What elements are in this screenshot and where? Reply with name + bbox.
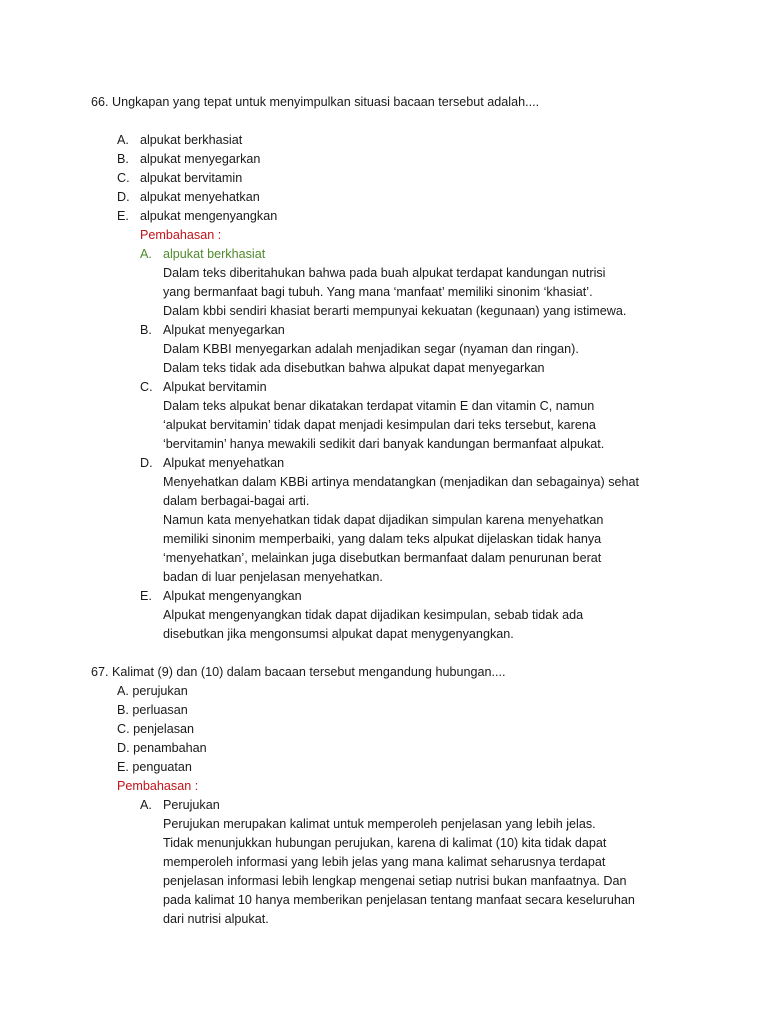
- q66-explanation-c-label: C.: [140, 380, 153, 394]
- q66-explanation-d-line: memiliki sinonim memperbaiki, yang dalam teks alpukat dijelaskan tidak hanya: [163, 532, 602, 546]
- q67-explanation-line: Perujukan merupakan kalimat untuk memperoleh penjelasan yang lebih jelas.: [163, 817, 596, 831]
- q66-option-c-text: alpukat bervitamin: [140, 171, 243, 185]
- q66-option-b-label: B.: [117, 152, 129, 166]
- q66-answer-title: alpukat berkhasiat: [163, 247, 266, 261]
- q67-explanation-line: dari nutrisi alpukat.: [163, 912, 269, 926]
- q67-explanation-line: penjelasan informasi lebih lengkap mengenai setiap nutrisi bukan manfaatnya. Dan: [163, 874, 627, 888]
- q66-option-e-text: alpukat mengenyangkan: [140, 209, 278, 223]
- q67-explanation-a-title: Perujukan: [163, 798, 220, 812]
- q66-answer-line: Dalam kbbi sendiri khasiat berarti mempunyai kekuatan (kegunaan) yang istimewa.: [163, 304, 627, 318]
- q66-answer-line: Dalam teks diberitahukan bahwa pada buah alpukat terdapat kandungan nutrisi: [163, 266, 606, 280]
- q66-explanation-c-line: ‘alpukat bervitamin’ tidak dapat menjadi kesimpulan dari teks tersebut, karena: [163, 418, 596, 432]
- q66-option-b-text: alpukat menyegarkan: [140, 152, 261, 166]
- q66-explanation-c-line: Dalam teks alpukat benar dikatakan terdapat vitamin E dan vitamin C, namun: [163, 399, 595, 413]
- q67-option-e: E. penguatan: [117, 760, 192, 774]
- q67-option-a: A. perujukan: [117, 684, 188, 698]
- q66-explanation-d-line: ‘menyehatkan’, melainkan juga disebutkan bermanfaat dalam penurunan berat: [163, 551, 602, 565]
- q66-explanation-b-line: Dalam teks tidak ada disebutkan bahwa alpukat dapat menyegarkan: [163, 361, 545, 375]
- q67-option-b: B. perluasan: [117, 703, 188, 717]
- q66-answer-label: A.: [140, 247, 152, 261]
- q66-option-e-label: E.: [117, 209, 129, 223]
- q66-option-a-label: A.: [117, 133, 129, 147]
- question-66: 66. Ungkapan yang tepat untuk menyimpulkan situasi bacaan tersebut adalah....: [91, 95, 540, 109]
- q66-explanation-c-line: ‘bervitamin’ hanya mewakili sedikit dari banyak kandungan bermanfaat alpukat.: [163, 437, 605, 451]
- q66-explanation-b-title: Alpukat menyegarkan: [163, 323, 285, 337]
- q66-explanation-d-line: Namun kata menyehatkan tidak dapat dijadikan simpulan karena menyehatkan: [163, 513, 604, 527]
- q66-explanation-d-line: dalam berbagai-bagai arti.: [163, 494, 310, 508]
- q66-pembahasan-heading: Pembahasan :: [140, 228, 222, 242]
- q67-explanation-a-label: A.: [140, 798, 152, 812]
- q66-explanation-b-label: B.: [140, 323, 152, 337]
- q66-explanation-b-line: Dalam KBBI menyegarkan adalah menjadikan segar (nyaman dan ringan).: [163, 342, 579, 356]
- question-67: 67. Kalimat (9) dan (10) dalam bacaan tersebut mengandung hubungan....: [91, 665, 506, 679]
- q66-option-d-label: D.: [117, 190, 130, 204]
- q66-explanation-d-line: Menyehatkan dalam KBBi artinya mendatangkan (menjadikan dan sebagainya) sehat: [163, 475, 640, 489]
- q66-answer-line: yang bermanfaat bagi tubuh. Yang mana ‘manfaat’ memiliki sinonim ‘khasiat’.: [163, 285, 593, 299]
- q66-explanation-e-label: E.: [140, 589, 152, 603]
- q66-option-c-label: C.: [117, 171, 130, 185]
- q66-explanation-e-line: Alpukat mengenyangkan tidak dapat dijadikan kesimpulan, sebab tidak ada: [163, 608, 584, 622]
- q66-explanation-e-line: disebutkan jika mengonsumsi alpukat dapat menygenyangkan.: [163, 627, 514, 641]
- q66-explanation-d-line: badan di luar penjelasan menyehatkan.: [163, 570, 383, 584]
- q66-explanation-d-label: D.: [140, 456, 153, 470]
- q66-explanation-c-title: Alpukat bervitamin: [163, 380, 267, 394]
- q67-option-c: C. penjelasan: [117, 722, 195, 736]
- q67-explanation-line: Tidak menunjukkan hubungan perujukan, karena di kalimat (10) kita tidak dapat: [163, 836, 607, 850]
- q66-explanation-e-title: Alpukat mengenyangkan: [163, 589, 302, 603]
- q66-explanation-d-title: Alpukat menyehatkan: [163, 456, 285, 470]
- q67-explanation-line: pada kalimat 10 hanya memberikan penjelasan tentang manfaat secara keseluruhan: [163, 893, 635, 907]
- q66-option-d-text: alpukat menyehatkan: [140, 190, 260, 204]
- q67-explanation-line: memperoleh informasi yang lebih jelas yang mana kalimat seharusnya terdapat: [163, 855, 606, 869]
- q67-option-d: D. penambahan: [117, 741, 207, 755]
- q67-pembahasan-heading: Pembahasan :: [117, 779, 199, 793]
- q66-option-a-text: alpukat berkhasiat: [140, 133, 243, 147]
